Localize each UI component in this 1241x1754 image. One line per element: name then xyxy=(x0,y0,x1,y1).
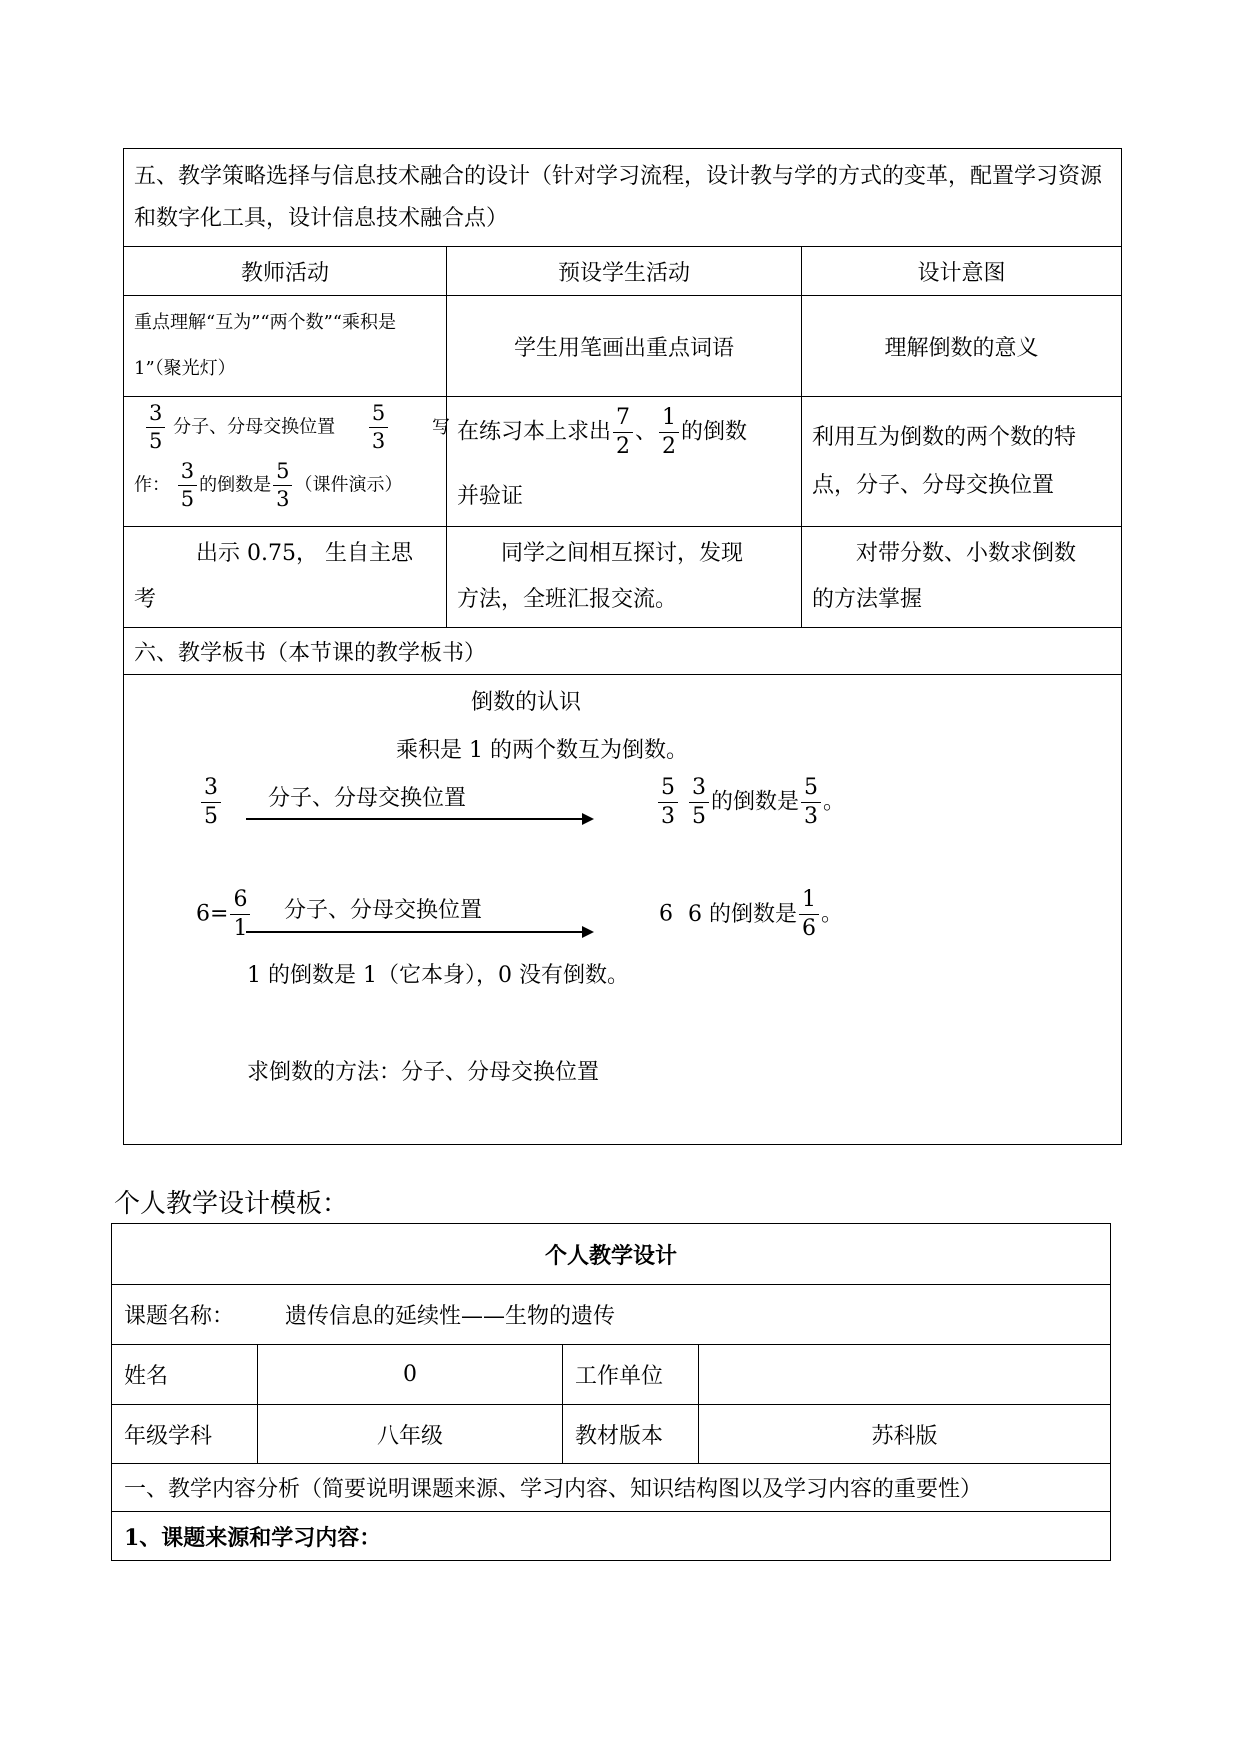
col-teacher-label: 教师活动 xyxy=(240,260,329,286)
personal-title-cell xyxy=(112,1224,1111,1285)
frac-num: 5 xyxy=(273,461,292,486)
frac-num: 3 xyxy=(146,403,165,428)
frac-den: 3 xyxy=(661,804,675,829)
col-student-header xyxy=(447,247,802,296)
row1-student-text: 学生用笔画出重点词语 xyxy=(513,335,734,361)
frac-num: 5 xyxy=(801,777,821,803)
arrow-right-icon xyxy=(246,931,592,933)
bb-period: 。 xyxy=(823,789,846,815)
frac-num: 7 xyxy=(613,407,633,433)
bb-swap-label-1: 分子、分母交换位置 xyxy=(268,786,467,811)
textbook-label-cell xyxy=(563,1405,699,1464)
frac-num: 1 xyxy=(659,407,679,433)
frac-den: 3 xyxy=(371,429,386,453)
analysis-header-cell xyxy=(112,1464,1111,1512)
fraction-1-6 xyxy=(799,889,819,940)
fraction-5-3 xyxy=(273,461,292,510)
student-post-text: 的倒数 xyxy=(681,419,748,445)
row2-teacher-line2 xyxy=(134,461,402,510)
student-sep: 、 xyxy=(635,419,658,445)
topic-value: 遗传信息的延续性——生物的遗传 xyxy=(285,1304,616,1329)
of-text: 的倒数是 xyxy=(199,474,272,496)
frac-num: 3 xyxy=(689,777,709,803)
frac-den: 5 xyxy=(180,487,195,511)
fraction-3-5 xyxy=(201,777,221,828)
bb-six-result-text: 6 的倒数是 xyxy=(688,901,797,927)
template-title: 个人教学设计模板： xyxy=(114,1189,349,1219)
frac-num: 1 xyxy=(799,889,819,915)
row2-intent xyxy=(802,397,1122,527)
frac-num: 3 xyxy=(201,777,221,803)
frac-num: 3 xyxy=(178,461,197,486)
bb-method: 求倒数的方法：分子、分母交换位置 xyxy=(247,1060,600,1085)
section6-header-text: 六、教学板书（本节课的教学板书） xyxy=(134,640,487,666)
row2-student-line2 xyxy=(457,479,523,510)
analysis-header: 一、教学内容分析（简要说明课题来源、学习内容、知识结构图以及学习内容的重要性） xyxy=(124,1477,983,1502)
row3-teacher-line1: 出示 0.75， 生自主思 xyxy=(196,541,413,566)
swap-text: 分子、分母交换位置 xyxy=(173,416,336,438)
row1-intent xyxy=(802,296,1122,397)
row2-teacher xyxy=(124,397,450,527)
section5-header-text: 五、教学策略选择与信息技术融合的设计（针对学习流程，设计教与学的方式的变革，配置学习资源和数字化工具，设计信息技术融合点） xyxy=(134,163,1103,231)
student-verify-text: 并验证 xyxy=(457,484,524,509)
blackboard-definition: 乘积是 1 的两个数互为倒数。 xyxy=(396,738,688,763)
frac-den: 3 xyxy=(276,487,290,511)
frac-den: 2 xyxy=(616,434,631,459)
row3-intent xyxy=(802,527,1122,628)
frac-den: 3 xyxy=(804,804,819,829)
frac-num: 6 xyxy=(230,889,250,915)
unit-value-cell xyxy=(699,1345,1111,1405)
topic-row xyxy=(112,1285,1111,1345)
source-header: 1、课题来源和学习内容： xyxy=(124,1524,382,1551)
frac-den: 5 xyxy=(204,804,218,829)
row1-intent-text: 理解倒数的意义 xyxy=(884,335,1039,361)
blackboard-cell xyxy=(124,675,1122,1145)
col-teacher-header xyxy=(124,247,447,296)
strategy-table xyxy=(123,148,1122,1145)
bb-result-2 xyxy=(659,889,843,940)
fraction-3-5 xyxy=(146,403,165,452)
textbook-value-cell xyxy=(699,1405,1111,1464)
name-value: 0 xyxy=(403,1362,417,1387)
bb-result-1 xyxy=(656,777,845,828)
source-header-cell xyxy=(112,1512,1111,1561)
row3-student xyxy=(447,527,802,628)
frac-den: 2 xyxy=(662,434,677,459)
bb-swap-label-2: 分子、分母交换位置 xyxy=(284,898,483,923)
row3-intent-line2: 的方法掌握 xyxy=(812,587,923,612)
zuo-text: 作： xyxy=(134,474,170,496)
section5-header xyxy=(124,149,1122,247)
row1-teacher xyxy=(124,296,447,397)
blackboard-title: 倒数的认识 xyxy=(471,690,582,715)
personal-design-table xyxy=(111,1223,1111,1561)
frac-den: 5 xyxy=(149,429,163,453)
name-label-cell xyxy=(112,1345,258,1405)
fraction-7-2 xyxy=(613,407,633,458)
personal-title: 个人教学设计 xyxy=(545,1242,678,1269)
name-value-cell xyxy=(258,1345,563,1405)
name-label: 姓名 xyxy=(124,1364,169,1389)
bb-frac-3-5 xyxy=(199,777,223,828)
fraction-5-3 xyxy=(658,777,678,828)
fraction-5-3 xyxy=(801,777,821,828)
textbook-value: 苏科版 xyxy=(871,1423,938,1449)
grade-value-cell xyxy=(258,1405,563,1464)
bb-six-eq-text: 6= xyxy=(196,901,229,927)
fraction-5-3 xyxy=(369,403,388,452)
row2-teacher-line1 xyxy=(144,403,450,452)
frac-num: 5 xyxy=(658,777,678,803)
grade-label: 年级学科 xyxy=(124,1423,213,1449)
row2-student xyxy=(447,397,802,527)
row3-teacher-line2: 考 xyxy=(134,587,157,612)
student-pre-text: 在练习本上求出 xyxy=(457,419,612,445)
frac-num: 5 xyxy=(369,403,388,428)
unit-label-cell xyxy=(563,1345,699,1405)
bb-six-text: 6 xyxy=(659,901,673,927)
frac-den: 5 xyxy=(692,804,706,829)
col-student-label: 预设学生活动 xyxy=(557,260,690,286)
row3-student-line1: 同学之间相互探讨，发现 xyxy=(501,541,744,566)
row2-intent-text: 利用互为倒数的两个数的特点，分子、分母交换位置 xyxy=(812,424,1077,498)
demo-text: （课件演示） xyxy=(294,474,403,496)
fraction-1-2 xyxy=(659,407,679,458)
textbook-label: 教材版本 xyxy=(575,1423,664,1449)
bb-six-eq xyxy=(196,889,252,940)
unit-label: 工作单位 xyxy=(575,1364,664,1389)
section6-header xyxy=(124,628,1122,675)
write-text: 写 xyxy=(431,416,450,438)
arrow-right-icon xyxy=(246,818,592,820)
fraction-3-5 xyxy=(689,777,709,828)
grade-value: 八年级 xyxy=(376,1423,443,1449)
row1-student xyxy=(447,296,802,397)
row3-teacher xyxy=(124,527,447,628)
grade-label-cell xyxy=(112,1405,258,1464)
row3-intent-line1: 对带分数、小数求倒数 xyxy=(856,541,1077,566)
topic-label: 课题名称： xyxy=(124,1304,235,1329)
bb-result1-text: 的倒数是 xyxy=(711,789,800,815)
frac-den: 6 xyxy=(802,916,816,941)
col-intent-label: 设计意图 xyxy=(917,260,1006,286)
row1-teacher-text: 重点理解“互为”“两个数”“乘积是 1”（聚光灯） xyxy=(134,312,397,379)
row2-student-line1 xyxy=(457,407,747,458)
frac-den: 1 xyxy=(233,916,248,941)
bb-period: 。 xyxy=(821,901,844,927)
col-intent-header xyxy=(802,247,1122,296)
row3-student-line2: 方法，全班汇报交流。 xyxy=(457,587,678,612)
bb-one-zero: 1 的倒数是 1（它本身），0 没有倒数。 xyxy=(247,963,629,988)
fraction-3-5 xyxy=(178,461,197,510)
